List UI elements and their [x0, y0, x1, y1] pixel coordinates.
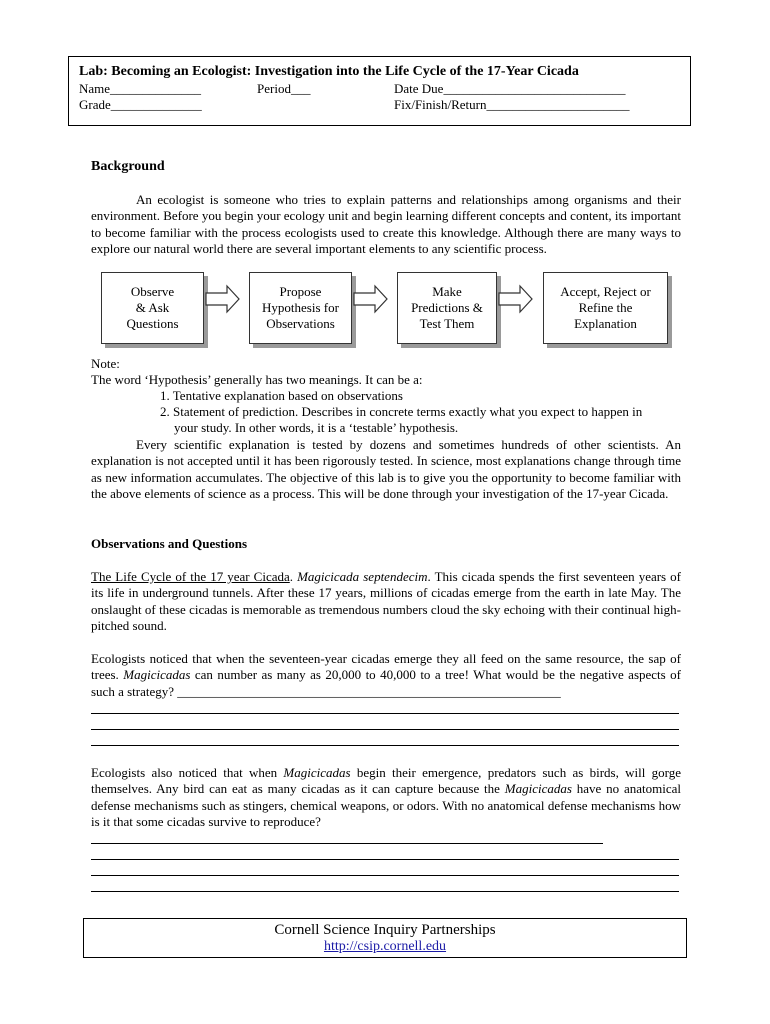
q2-genus-2: Magicicadas — [504, 781, 572, 797]
flow-arrow-icon — [498, 284, 534, 314]
answer-line[interactable] — [91, 745, 679, 746]
q2-text-c: have no anatomical defense mechanisms such as stingers, chemical weapons, or odors. With no anatomical defense mechanisms how is it that some cicadas survive to reproduce? — [91, 781, 681, 829]
flow-step-1-line-1: Observe — [130, 283, 175, 299]
answer-line[interactable] — [91, 859, 679, 860]
flow-step-3-line-1: Make — [432, 283, 462, 299]
flow-step-1-line-3: Questions — [126, 316, 179, 332]
footer-org: Cornell Science Inquiry Partnerships — [274, 922, 496, 938]
note-item-2-cont: your study. In other words, it is a ‘testable’ hypothesis. — [174, 420, 459, 435]
flow-step-accept-reject — [543, 272, 668, 344]
life-cycle-text: . This cicada spends the first seventeen years of its life in underground tunnels. After these 17 years, millions of cicadas emerge from the earth in late May. The onslaught of these cicadas is memorable as tremendous numbers cloud the sky echoing with their continual high-pitched sound. — [91, 569, 682, 633]
name-field[interactable]: Name______________ — [79, 81, 202, 96]
answer-line[interactable] — [91, 729, 679, 730]
q1-text-a: Ecologists noticed that when the seventeen-year cicadas emerge they all feed on the same resource, the sap of trees. — [91, 651, 681, 683]
footer — [83, 918, 687, 958]
flow-step-4-line-3: Explanation — [574, 316, 637, 332]
flow-arrow-icon — [353, 284, 389, 314]
fix-finish-return-field[interactable]: Fix/Finish/Return______________________ — [394, 97, 630, 112]
q2-text-a: Ecologists also noticed that when — [91, 765, 284, 780]
q1-genus: Magicicadas — [123, 667, 191, 683]
background-heading: Background — [91, 159, 165, 174]
note-item-2: 2. Statement of prediction. Describes in concrete terms exactly what you expect to happen in — [160, 404, 643, 419]
flow-step-2-line-3: Observations — [266, 316, 335, 332]
background-paragraph — [91, 192, 681, 257]
flow-arrow-icon — [205, 284, 241, 314]
flow-step-3-line-3: Test Them — [419, 316, 475, 332]
q1-text-b: can number as many as 20,000 to 40,000 to a tree! What would be the negative aspects of such a strategy? ___________________________________________________________ — [91, 667, 681, 699]
answer-line[interactable] — [91, 713, 679, 714]
flow-step-4-line-2: Refine the — [578, 299, 633, 315]
note-paragraph-text: Every scientific explanation is tested by dozens and sometimes hundreds of other scientists. An explanation is not accepted until it has been rigorously tested. In science, most explanations change through time as new information accumulates. The objective of this lab is to give you the opportunity to become familiar with the above elements of science as a process. This will be done through your investigation of the 17-year Cicada. — [91, 437, 681, 501]
answer-line[interactable] — [91, 891, 679, 892]
q2-text-b: begin their emergence, predators such as birds, will gorge themselves. Any bird can eat as many cicadas as it can capture because the — [91, 765, 681, 797]
date-due-field[interactable]: Date Due____________________________ — [394, 81, 626, 96]
flow-step-predictions — [397, 272, 497, 344]
note-item-1: 1. Tentative explanation based on observations — [160, 388, 403, 403]
separator: . — [289, 569, 298, 584]
flow-step-hypothesis — [249, 272, 352, 344]
flow-step-2-line-1: Propose — [279, 283, 322, 299]
q2-genus-1: Magicicadas — [283, 765, 351, 780]
note-label: Note: — [91, 356, 120, 371]
flow-step-observe — [101, 272, 204, 344]
background-text: An ecologist is someone who tries to explain patterns and relationships among organisms and their environment. Before you begin your ecology unit and begin learning different concepts and content, its important to become familiar with the process ecologists used to create this knowledge. Although there are many ways to explore our natural world there are several important elements to any scientific process. — [91, 192, 682, 256]
flow-step-3-line-2: Predictions & — [411, 299, 483, 315]
flow-step-2-line-2: Hypothesis for — [262, 299, 339, 315]
answer-line[interactable] — [91, 843, 603, 844]
grade-field[interactable]: Grade______________ — [79, 97, 202, 112]
note-paragraph — [91, 437, 681, 502]
flow-step-4-line-1: Accept, Reject or — [560, 283, 651, 299]
answer-line[interactable] — [91, 875, 679, 876]
period-field[interactable]: Period___ — [257, 81, 311, 96]
flow-step-1-line-2: & Ask — [135, 299, 170, 315]
species-name: Magicicada septendecim — [297, 569, 428, 584]
question-1 — [91, 651, 681, 700]
note-intro: The word ‘Hypothesis’ generally has two meanings. It can be a: — [91, 372, 423, 387]
life-cycle-title: The Life Cycle of the 17 year Cicada — [91, 569, 290, 584]
footer-link[interactable]: http://csip.cornell.edu — [323, 939, 447, 954]
question-2 — [91, 765, 681, 830]
lab-title: Lab: Becoming an Ecologist: Investigation into the Life Cycle of the 17-Year Cicada — [79, 64, 579, 79]
observations-heading: Observations and Questions — [91, 536, 248, 551]
life-cycle-paragraph — [91, 569, 681, 634]
